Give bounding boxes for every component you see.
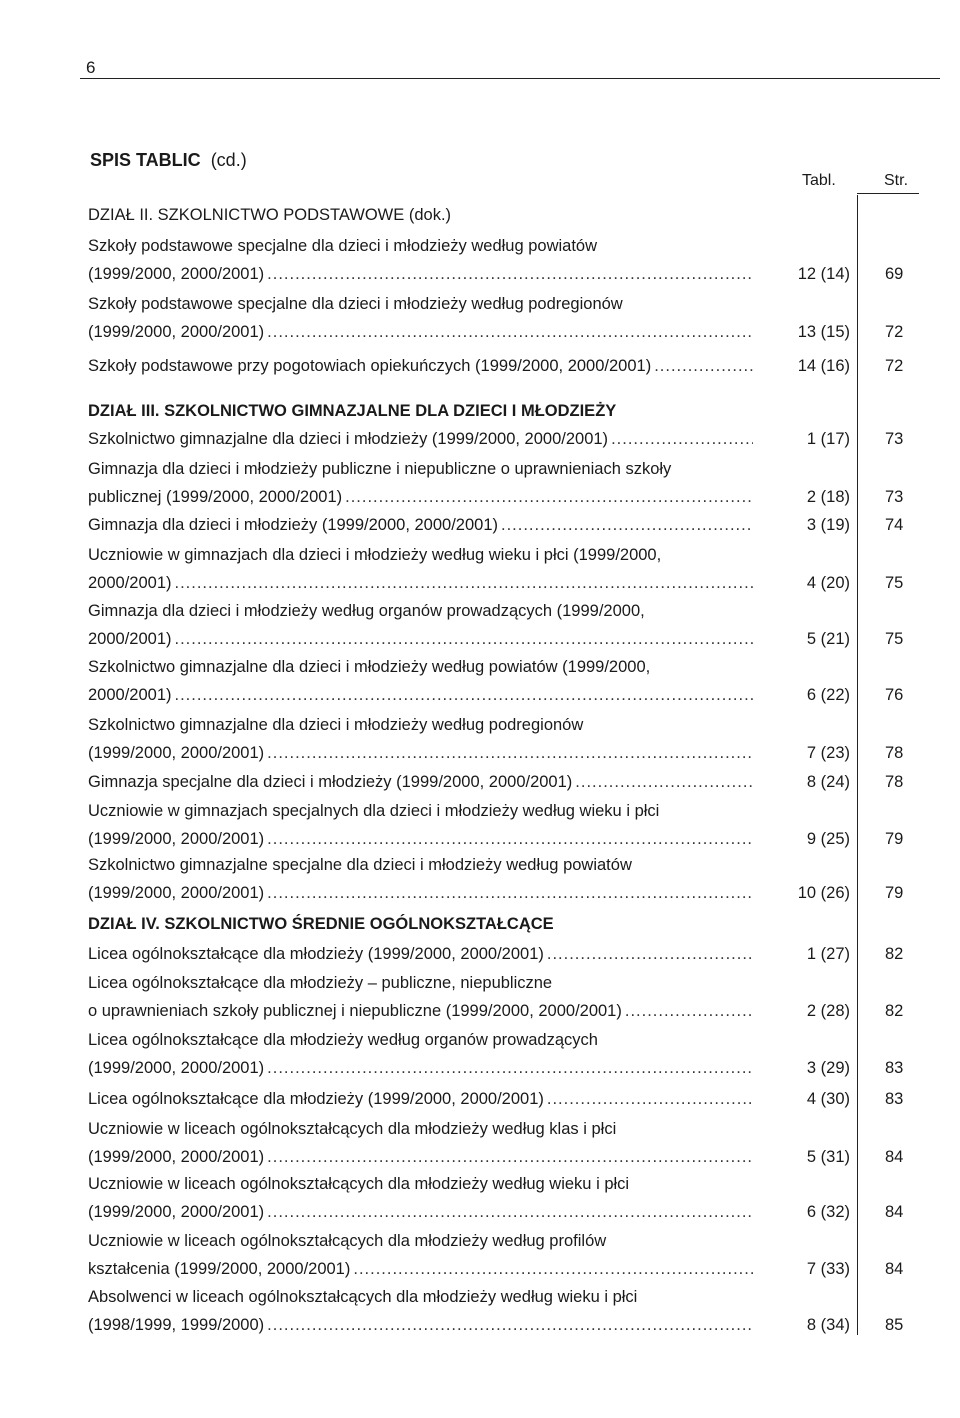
leader-dots xyxy=(345,483,753,511)
entry-line xyxy=(88,511,904,539)
entry-text: Licea ogólnokształcące dla młodzieży (1999/2000, 2000/2001) xyxy=(88,1090,544,1108)
entry-text: (1999/2000, 2000/2001) xyxy=(88,323,265,341)
list-item xyxy=(88,653,904,709)
page-ref: 83 xyxy=(885,1059,904,1077)
entry-last-line xyxy=(88,1143,753,1171)
page-ref: 78 xyxy=(885,744,904,762)
list-item xyxy=(88,969,904,1025)
leader-dots xyxy=(501,511,753,539)
entry-last-line xyxy=(88,425,753,453)
entry-text: Szkolnictwo gimnazjalne dla dzieci i młodzieży (1999/2000, 2000/2001) xyxy=(88,430,609,448)
leader-dots xyxy=(267,879,753,907)
entry-text: Gimnazja specjalne dla dzieci i młodzieży (1999/2000, 2000/2001) xyxy=(88,773,573,791)
list-item xyxy=(88,511,904,539)
page-ref: 83 xyxy=(885,1090,904,1108)
table-number: 4 (30) xyxy=(806,1090,850,1108)
table-number: 6 (32) xyxy=(806,1203,850,1221)
table-number: 1 (17) xyxy=(806,430,850,448)
entry-line: Gimnazja dla dzieci i młodzieży według organów prowadzących (1999/2000, xyxy=(88,602,645,620)
entry-line: Licea ogólnokształcące dla młodzieży według organów prowadzących xyxy=(88,1031,598,1049)
page-ref: 79 xyxy=(885,884,904,902)
entry-text: 2000/2001) xyxy=(88,630,172,648)
entry-last-line xyxy=(88,1198,753,1226)
entry-text: (1999/2000, 2000/2001) xyxy=(88,265,265,283)
entry-line xyxy=(88,425,904,453)
page-ref: 82 xyxy=(885,945,904,963)
list-item xyxy=(88,711,904,767)
entry-line xyxy=(88,879,904,907)
title-text: SPIS TABLIC xyxy=(90,150,201,170)
entry-line: Uczniowie w liceach ogólnokształcących dla młodzieży według klas i płci xyxy=(88,1120,617,1138)
entry-line xyxy=(88,352,904,380)
entry-line xyxy=(88,825,904,853)
page-ref: 84 xyxy=(885,1260,904,1278)
page-ref: 75 xyxy=(885,630,904,648)
leader-dots xyxy=(267,825,753,853)
entry-text: Gimnazja dla dzieci i młodzieży (1999/2000, 2000/2001) xyxy=(88,516,498,534)
table-number: 1 (27) xyxy=(806,945,850,963)
entry-line: Szkolnictwo gimnazjalne dla dzieci i młodzieży według podregionów xyxy=(88,716,584,734)
entry-line xyxy=(88,768,904,796)
title-suffix: (cd.) xyxy=(210,150,247,170)
table-number: 8 (34) xyxy=(806,1316,850,1334)
entry-text: (1999/2000, 2000/2001) xyxy=(88,1148,265,1166)
entry-last-line xyxy=(88,940,753,968)
page-ref: 79 xyxy=(885,830,904,848)
list-item xyxy=(88,1170,904,1226)
table-number: 13 (15) xyxy=(797,323,850,341)
leader-dots xyxy=(267,318,753,346)
entry-text: (1999/2000, 2000/2001) xyxy=(88,1059,265,1077)
leader-dots xyxy=(611,425,753,453)
leader-dots xyxy=(654,352,753,380)
list-item xyxy=(88,1085,904,1113)
table-number: 12 (14) xyxy=(797,265,850,283)
entry-last-line xyxy=(88,997,753,1025)
entry-text: (1999/2000, 2000/2001) xyxy=(88,744,265,762)
leader-dots xyxy=(267,1143,753,1171)
entry-line: Absolwenci w liceach ogólnokształcących dla młodzieży według wieku i płci xyxy=(88,1288,638,1306)
entry-line: Szkoły podstawowe specjalne dla dzieci i młodzieży według podregionów xyxy=(88,295,623,313)
list-item xyxy=(88,1115,904,1171)
leader-dots xyxy=(547,940,753,968)
table-number: 7 (23) xyxy=(806,744,850,762)
list-item xyxy=(88,425,904,453)
page-ref: 84 xyxy=(885,1203,904,1221)
table-number: 3 (19) xyxy=(806,516,850,534)
page-ref: 75 xyxy=(885,574,904,592)
leader-dots xyxy=(175,569,754,597)
entry-text: (1999/2000, 2000/2001) xyxy=(88,1203,265,1221)
page-ref: 82 xyxy=(885,1002,904,1020)
entry-last-line xyxy=(88,1085,753,1113)
table-number: 7 (33) xyxy=(806,1260,850,1278)
page-number: 6 xyxy=(86,58,96,77)
entry-line xyxy=(88,940,904,968)
page-ref: 74 xyxy=(885,516,904,534)
entry-line: Uczniowie w liceach ogólnokształcących dla młodzieży według profilów xyxy=(88,1232,607,1250)
table-number: 14 (16) xyxy=(797,357,850,375)
list-item xyxy=(88,455,904,511)
leader-dots xyxy=(267,1311,753,1339)
entry-last-line xyxy=(88,260,753,288)
list-item xyxy=(88,597,904,653)
entry-line xyxy=(88,997,904,1025)
entry-last-line xyxy=(88,511,753,539)
table-number: 2 (28) xyxy=(806,1002,850,1020)
section-heading: DZIAŁ IV. SZKOLNICTWO ŚREDNIE OGÓLNOKSZTAŁCĄCE xyxy=(88,915,554,933)
entry-line xyxy=(88,318,904,346)
entry-last-line xyxy=(88,352,753,380)
entry-line: Uczniowie w liceach ogólnokształcących dla młodzieży według wieku i płci xyxy=(88,1175,630,1193)
table-number: 9 (25) xyxy=(806,830,850,848)
list-item xyxy=(88,352,904,380)
entry-line: Uczniowie w gimnazjach specjalnych dla dzieci i młodzieży według wieku i płci xyxy=(88,802,660,820)
list-item xyxy=(88,541,904,597)
table-number: 5 (21) xyxy=(806,630,850,648)
entry-line xyxy=(88,1255,904,1283)
list-item xyxy=(88,940,904,968)
leader-dots xyxy=(575,768,753,796)
entry-text: Licea ogólnokształcące dla młodzieży (1999/2000, 2000/2001) xyxy=(88,945,544,963)
entry-line: Uczniowie w gimnazjach dla dzieci i młodzieży według wieku i płci (1999/2000, xyxy=(88,546,662,564)
leader-dots xyxy=(625,997,753,1025)
list-item xyxy=(88,1283,904,1339)
entry-line xyxy=(88,483,904,511)
entry-text: o uprawnieniach szkoły publicznej i niepubliczne (1999/2000, 2000/2001) xyxy=(88,1002,622,1020)
table-number: 5 (31) xyxy=(806,1148,850,1166)
entry-line: Szkoły podstawowe specjalne dla dzieci i młodzieży według powiatów xyxy=(88,237,598,255)
section-heading: DZIAŁ II. SZKOLNICTWO PODSTAWOWE (dok.) xyxy=(88,206,452,224)
entry-last-line xyxy=(88,825,753,853)
table-number: 10 (26) xyxy=(797,884,850,902)
page-ref: 72 xyxy=(885,323,904,341)
entry-line: Szkolnictwo gimnazjalne specjalne dla dzieci i młodzieży według powiatów xyxy=(88,856,632,874)
table-number: 8 (24) xyxy=(806,773,850,791)
list-item xyxy=(88,797,904,853)
entry-line xyxy=(88,739,904,767)
entry-line xyxy=(88,260,904,288)
page-ref: 78 xyxy=(885,773,904,791)
entry-text: Szkoły podstawowe przy pogotowiach opiekuńczych (1999/2000, 2000/2001) xyxy=(88,357,652,375)
column-header-tabl: Tabl. xyxy=(802,172,836,189)
entry-line xyxy=(88,569,904,597)
header-rule xyxy=(80,78,940,79)
leader-dots xyxy=(175,625,754,653)
leader-dots xyxy=(175,681,754,709)
page-ref: 76 xyxy=(885,686,904,704)
list-item xyxy=(88,1227,904,1283)
entry-last-line xyxy=(88,318,753,346)
list-item xyxy=(88,1026,904,1082)
entry-last-line xyxy=(88,625,753,653)
leader-dots xyxy=(267,1054,753,1082)
entry-line: Licea ogólnokształcące dla młodzieży – publiczne, niepubliczne xyxy=(88,974,553,992)
section-heading: DZIAŁ III. SZKOLNICTWO GIMNAZJALNE DLA DZIECI I MŁODZIEŻY xyxy=(88,402,617,420)
entry-line xyxy=(88,1085,904,1113)
entry-line xyxy=(88,1198,904,1226)
entry-line: Gimnazja dla dzieci i młodzieży publiczne i niepubliczne o uprawnieniach szkoły xyxy=(88,460,672,478)
entry-text: (1999/2000, 2000/2001) xyxy=(88,830,265,848)
table-number: 2 (18) xyxy=(806,488,850,506)
entry-text: 2000/2001) xyxy=(88,574,172,592)
entry-line: Szkolnictwo gimnazjalne dla dzieci i młodzieży według powiatów (1999/2000, xyxy=(88,658,651,676)
leader-dots xyxy=(267,260,753,288)
leader-dots xyxy=(267,739,753,767)
entry-text: publicznej (1999/2000, 2000/2001) xyxy=(88,488,343,506)
entry-last-line xyxy=(88,483,753,511)
entry-last-line xyxy=(88,1255,753,1283)
table-number: 3 (29) xyxy=(806,1059,850,1077)
page-ref: 73 xyxy=(885,430,904,448)
list-item xyxy=(88,290,904,346)
list-item xyxy=(88,851,904,907)
leader-dots xyxy=(353,1255,753,1283)
table-number: 4 (20) xyxy=(806,574,850,592)
entry-last-line xyxy=(88,879,753,907)
entry-last-line xyxy=(88,739,753,767)
entry-text: (1998/1999, 1999/2000) xyxy=(88,1316,265,1334)
entry-last-line xyxy=(88,1311,753,1339)
page-ref: 73 xyxy=(885,488,904,506)
entry-line xyxy=(88,1054,904,1082)
entry-last-line xyxy=(88,681,753,709)
list-item xyxy=(88,768,904,796)
entry-line xyxy=(88,1143,904,1171)
page-ref: 69 xyxy=(885,265,904,283)
leader-dots xyxy=(547,1085,753,1113)
leader-dots xyxy=(267,1198,753,1226)
page-ref: 84 xyxy=(885,1148,904,1166)
table-number: 6 (22) xyxy=(806,686,850,704)
entry-last-line xyxy=(88,569,753,597)
page-ref: 85 xyxy=(885,1316,904,1334)
entry-text: kształcenia (1999/2000, 2000/2001) xyxy=(88,1260,351,1278)
entry-line xyxy=(88,1311,904,1339)
column-header-rule xyxy=(857,193,919,194)
entry-last-line xyxy=(88,768,753,796)
column-header-str: Str. xyxy=(884,172,909,189)
page-title xyxy=(90,150,247,171)
entry-text: 2000/2001) xyxy=(88,686,172,704)
entry-line xyxy=(88,625,904,653)
page-ref: 72 xyxy=(885,357,904,375)
entry-last-line xyxy=(88,1054,753,1082)
list-item xyxy=(88,232,904,288)
entry-text: (1999/2000, 2000/2001) xyxy=(88,884,265,902)
entry-line xyxy=(88,681,904,709)
